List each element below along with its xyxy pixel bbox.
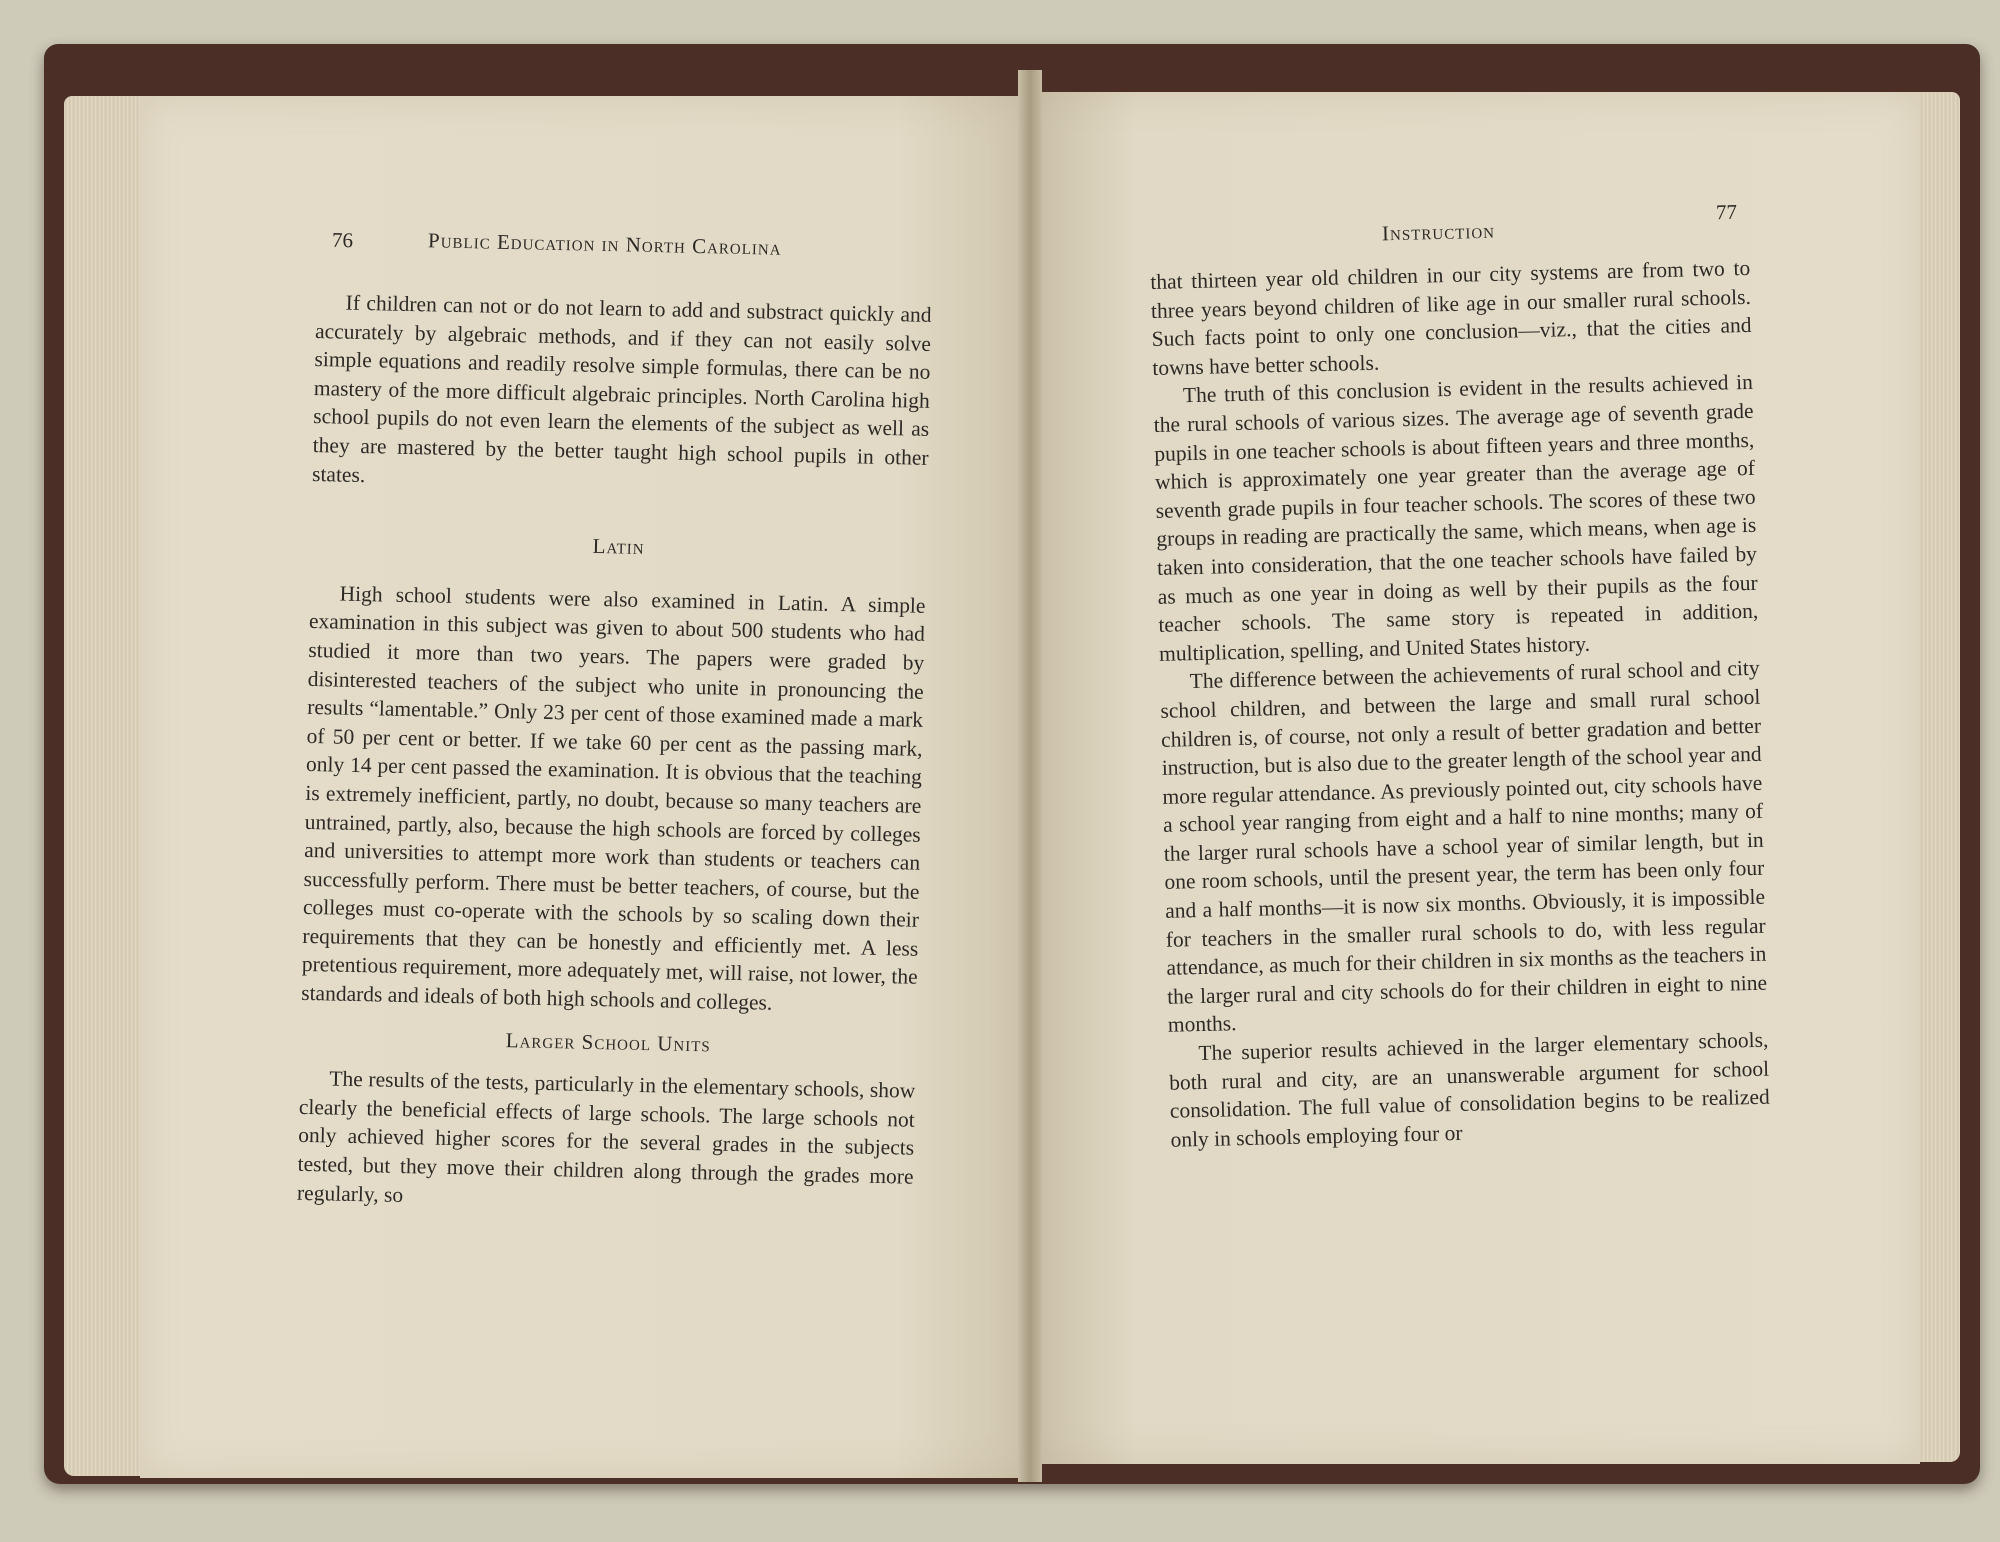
right-paragraph-4: The superior results achieved in the larger elementary schools, both rural and city, are an unanswerable argument for school consolidation. The full value of consolidation begins to be realized only in schools employing four or (1168, 1027, 1770, 1152)
left-paragraph-3: The results of the tests, particularly in the elementary schools, show clearly the beneficial effects of large schools. The large schools not only achieved higher scores for the several grades in the subjects tested, but they move their children along through the grades more regularly, so (296, 1066, 916, 1207)
heading-larger-school-units: Larger School Units (505, 1027, 712, 1057)
book-gutter (1018, 70, 1042, 1482)
left-page-number: 76 (331, 227, 354, 253)
left-page-text (297, 288, 932, 1220)
heading-latin: Latin (592, 534, 645, 560)
left-running-head: Public Education in North Carolina (427, 228, 782, 260)
right-paragraph-3: The difference between the achievements of rural school and city school children, and between the large and small rural school children is, of course, not only a result of better gradation and better instruction, but is also due to the greater length of the school year and more regular attendance. As previously pointed out, city schools have a school year ranging from eight and a half to nine months; many of the larger rural schools have a school year of similar length, but in one room schools, until the present year, the term has been only four and a half months—it is now six months. Obviously, it is impossible for teachers in the smaller rural schools to do, with less regular attendance, as much for their children in six months as the teachers in the larger rural and city schools do for their children in eight to nine months. (1160, 656, 1768, 1038)
right-running-head: Instruction (1381, 218, 1496, 246)
right-paragraph-1: that thirteen year old children in our city systems are from two to three years beyond children of like age in our smaller rural schools. Such facts point to only one conclusion—viz., that the cities and towns have better schools. (1150, 255, 1752, 380)
right-page-number: 77 (1715, 199, 1738, 225)
left-paragraph-2: High school students were also examined in Latin. A simple examination in this subject was given to about 500 students who had studied it more than two years. The papers were graded by disinterested teachers of the subject who unite in pronouncing the results “lamentable.” Only 23 per cent of those examined made a mark of 50 per cent or better. If we take 60 per cent as the passing mark, only 14 per cent passed the examination. It is obvious that the teaching is extremely inefficient, partly, no doubt, because so many teachers are untrained, partly, also, because the high schools are forced by colleges and universities to attempt more work than students or teachers can successfully perform. There must be better teachers, of course, but the colleges must co-operate with the schools by so scaling down their requirements that they can be honestly and efficiently met. A less pretentious requirement, more adequately met, will raise, not lower, the standards and ideals of both high schools and colleges. (300, 581, 926, 1015)
right-paragraph-2: The truth of this conclusion is evident in the results achieved in the rural schools of various sizes. The average age of seventh grade pupils in one teacher schools is about fifteen years and three months, which is approximately one year greater than the average age of seventh grade pupils in four teacher schools. The scores of these two groups in reading are practically the same, which means, when age is taken into consideration, that the one teacher schools have failed by as much as one year in doing as well by their pupils as the four teacher schools. The same story is repeated in addition, multiplication, spelling, and United States history. (1153, 370, 1759, 666)
left-paragraph-1: If children can not or do not learn to add and substract quickly and accurately by algebraic methods, and if they can not easily solve simple equations and readily resolve simple formulas, there can be no mastery of the more difficult algebraic principles. North Carolina high school pupils do not even learn the elements of the subject as well as they are mastered by the better taught high school pupils in other states. (311, 290, 932, 487)
right-page-text (1150, 254, 1771, 1154)
